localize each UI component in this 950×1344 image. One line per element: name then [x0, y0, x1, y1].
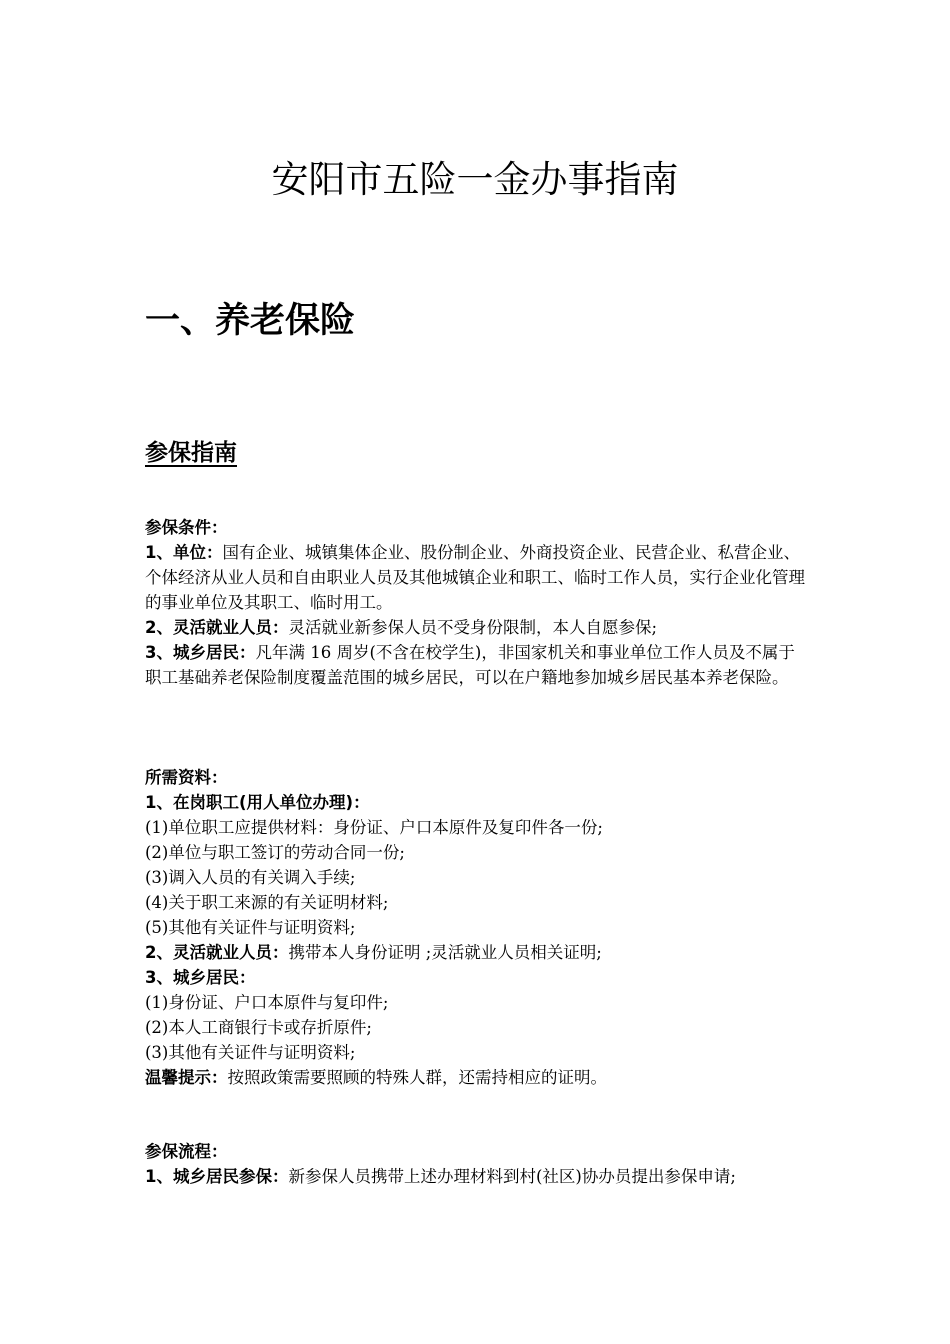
- material-item: (1)身份证、户口本原件与复印件;: [145, 993, 389, 1012]
- resident-label: 3、城乡居民：: [145, 968, 256, 987]
- conditions-block: [145, 515, 810, 690]
- material-item: (3)调入人员的有关调入手续;: [145, 868, 356, 887]
- condition-item: 2、灵活就业人员：灵活就业新参保人员不受身份限制，本人自愿参保;: [145, 618, 658, 637]
- conditions-heading: 参保条件：: [145, 518, 228, 537]
- subsection-heading: 参保指南: [145, 439, 237, 466]
- document-title: 安阳市五险一金办事指南: [271, 158, 679, 201]
- process-heading: 参保流程：: [145, 1142, 228, 1161]
- tip-item: 温馨提示：按照政策需要照顾的特殊人群，还需持相应的证明。: [145, 1068, 607, 1087]
- materials-heading: 所需资料：: [145, 768, 228, 787]
- condition-item: 1、单位：国有企业、城镇集体企业、股份制企业、外商投资企业、民营企业、私营企业、个体经济从业人员和自由职业人员及其他城镇企业和职工、临时工作人员，实行企业化管理的事业单位及其职工、临时用工。: [145, 543, 805, 612]
- material-item: (2)本人工商银行卡或存折原件;: [145, 1018, 372, 1037]
- material-item: (5)其他有关证件与证明资料;: [145, 918, 356, 937]
- employee-label: 1、在岗职工(用人单位办理)：: [145, 793, 370, 812]
- material-item: (3)其他有关证件与证明资料;: [145, 1043, 356, 1062]
- material-item: (2)单位与职工签订的劳动合同一份;: [145, 843, 405, 862]
- materials-block: [145, 765, 810, 1090]
- process-item: 1、城乡居民参保：新参保人员携带上述办理材料到村(社区)协办员提出参保申请;: [145, 1167, 736, 1186]
- flexible-item: 2、灵活就业人员：携带本人身份证明 ;灵活就业人员相关证明;: [145, 943, 602, 962]
- material-item: (4)关于职工来源的有关证明材料;: [145, 893, 389, 912]
- section-heading: 一、养老保险: [145, 300, 356, 341]
- process-block: [145, 1139, 810, 1189]
- material-item: (1)单位职工应提供材料：身份证、户口本原件及复印件各一份;: [145, 818, 603, 837]
- condition-item: 3、城乡居民：凡年满 16 周岁(不含在校学生)，非国家机关和事业单位工作人员及不属于职工基础养老保险制度覆盖范围的城乡居民，可以在户籍地参加城乡居民基本养老保险。: [145, 643, 795, 687]
